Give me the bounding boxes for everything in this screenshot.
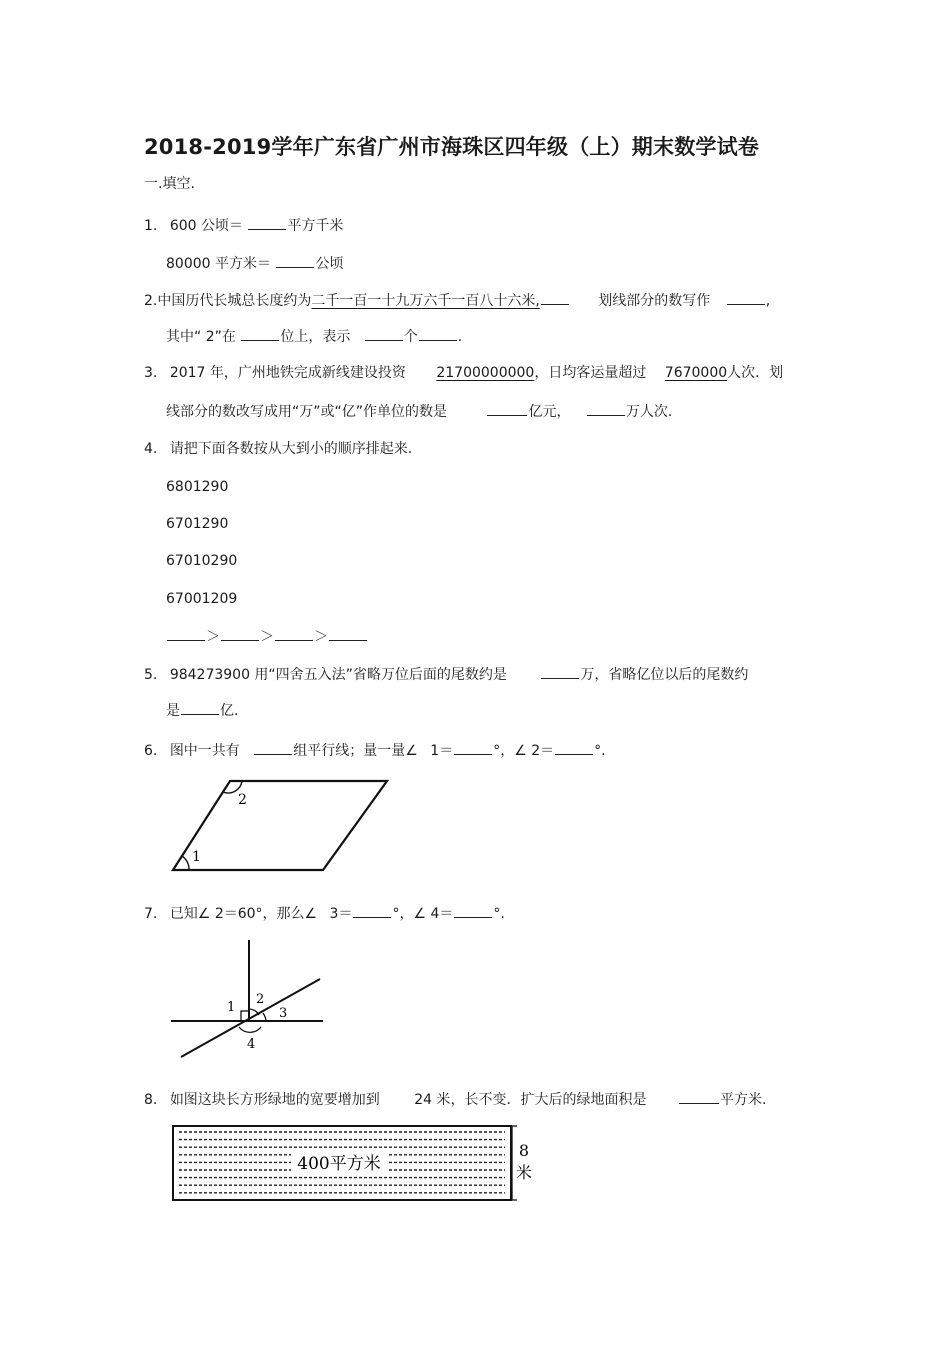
q4-ordering-row: ＞ ＞ ＞ bbox=[166, 626, 368, 646]
angle1-label: 1 bbox=[192, 849, 201, 865]
q4-number-1: 6801290 bbox=[166, 479, 229, 495]
q4-number-4: 67001209 bbox=[166, 591, 238, 607]
angle4-arc bbox=[239, 1027, 261, 1032]
q6-blank-c[interactable] bbox=[555, 740, 593, 755]
q3-number: 3. bbox=[144, 365, 158, 381]
q5-blank-a[interactable] bbox=[541, 664, 579, 679]
q3-line1: 3. 2017 年，广州地铁完成新线建设投资 21700000000，日均客运量超过 7670000人次．划 bbox=[144, 365, 784, 381]
q4-blank-3[interactable] bbox=[275, 626, 313, 641]
q5-line2: 是 亿. bbox=[166, 700, 238, 720]
page-title: 2018-2019学年广东省广州市海珠区四年级（上）期末数学试卷 bbox=[144, 135, 760, 159]
q8-line1: 8. 如图这块长方形绿地的宽要增加到 24 米，长不变．扩大后的绿地面积是 平方米. bbox=[144, 1089, 766, 1109]
angle3-arc bbox=[263, 1013, 266, 1021]
q5-line1: 5. 984273900 用“四舍五入法”省略万位后面的尾数约是 万，省略亿位以后的尾数约 bbox=[144, 664, 748, 684]
q2-underlined-number: 二千一百一十九万六千一百八十六米, bbox=[311, 293, 540, 309]
q4-blank-4[interactable] bbox=[329, 626, 367, 641]
q7-number: 7. bbox=[144, 906, 158, 922]
q7-blank-a[interactable] bbox=[353, 903, 391, 918]
q4-blank-1[interactable] bbox=[167, 626, 205, 641]
q3-underlined-ridership: 7670000 bbox=[664, 365, 728, 381]
q5-number: 5. bbox=[144, 667, 158, 683]
q6-blank-b[interactable] bbox=[454, 740, 492, 755]
q1-line2: 80000 平方米＝ 公顷 bbox=[166, 253, 343, 273]
q8-number: 8. bbox=[144, 1092, 158, 1108]
q3-blank-a[interactable] bbox=[487, 401, 527, 416]
q2-underline-tail bbox=[541, 290, 569, 305]
q4-number: 4. bbox=[144, 441, 158, 457]
q1-blank-a[interactable] bbox=[248, 215, 286, 230]
q2-number: 2. bbox=[144, 293, 158, 309]
q1-number: 1. bbox=[144, 218, 158, 234]
section-heading: 一.填空. bbox=[144, 176, 195, 192]
angle2-label: 2 bbox=[238, 792, 247, 808]
q3-blank-b[interactable] bbox=[587, 401, 625, 416]
q6-blank-a[interactable] bbox=[254, 740, 292, 755]
q7-line1: 7. 已知∠ 2＝60°，那么∠ 3＝ °，∠ 4＝ °. bbox=[144, 903, 505, 923]
q6-line1: 6. 图中一共有 组平行线；量一量∠ 1＝ °，∠ 2＝ °. bbox=[144, 740, 606, 760]
q2-blank-d[interactable] bbox=[419, 326, 457, 341]
q6-parallelogram-figure bbox=[165, 775, 395, 875]
q1-blank-b[interactable] bbox=[276, 253, 314, 268]
parallelogram bbox=[173, 781, 387, 870]
angle1-label: 1 bbox=[227, 1000, 236, 1015]
q4-number-3: 67010290 bbox=[166, 553, 238, 569]
q2-line1: 2.中国历代长城总长度约为二千一百一十九万六千一百八十六米, 划线部分的数写作 , bbox=[144, 290, 770, 310]
angle1-arc bbox=[182, 856, 189, 870]
q2-blank-a[interactable] bbox=[727, 290, 765, 305]
q3-line2: 线部分的数改写成用“万”或“亿”作单位的数是 亿元， 万人次. bbox=[166, 401, 672, 421]
width-label-unit: 米 bbox=[515, 1163, 533, 1182]
q8-blank-a[interactable] bbox=[679, 1089, 719, 1104]
q4-number-2: 6701290 bbox=[166, 516, 229, 532]
q3-underlined-investment: 21700000000 bbox=[436, 365, 535, 381]
angle3-label: 3 bbox=[279, 1006, 288, 1021]
width-label-number: 8 bbox=[518, 1141, 530, 1160]
area-label: 400平方米 bbox=[297, 1154, 381, 1174]
angle2-label: 2 bbox=[256, 992, 265, 1007]
q8-rectangle-figure bbox=[165, 1120, 540, 1205]
q2-blank-b[interactable] bbox=[241, 326, 279, 341]
q2-blank-c[interactable] bbox=[365, 326, 403, 341]
q2-line2: 其中“ 2”在 位上，表示 个 . bbox=[166, 326, 462, 346]
q1-line1: 1. 600 公顷＝ 平方千米 bbox=[144, 215, 343, 235]
q7-angle-figure bbox=[165, 935, 330, 1065]
q4-line1: 4. 请把下面各数按从大到小的顺序排起来. bbox=[144, 441, 413, 457]
q4-blank-2[interactable] bbox=[221, 626, 259, 641]
q6-number: 6. bbox=[144, 743, 158, 759]
q7-blank-b[interactable] bbox=[454, 903, 492, 918]
angle4-label: 4 bbox=[247, 1037, 256, 1052]
q5-blank-b[interactable] bbox=[181, 700, 219, 715]
